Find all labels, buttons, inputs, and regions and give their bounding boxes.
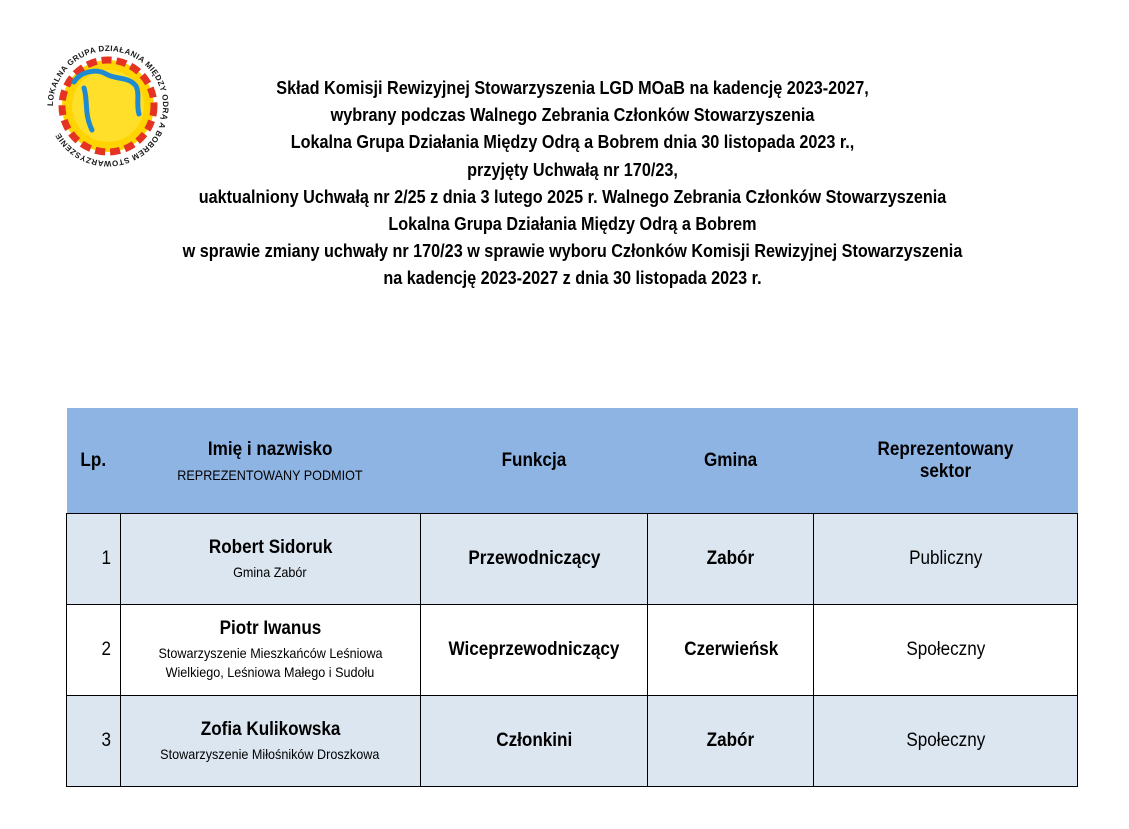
cell-function: Wiceprzewodniczący xyxy=(420,605,648,696)
cell-sector: Publiczny xyxy=(814,514,1078,605)
member-entity: Stowarzyszenie Miłośników Droszkowa xyxy=(160,745,380,762)
cell-member xyxy=(120,696,420,787)
member-name: Piotr Iwanus xyxy=(219,618,322,639)
table-row xyxy=(67,605,1078,696)
heading-line: na kadencję 2023-2027 z dnia 30 listopada 2023 r. xyxy=(383,268,762,289)
heading-line: Lokalna Grupa Działania Między Odrą a Bobrem dnia 30 listopada 2023 r., xyxy=(290,132,855,153)
header-function: Funkcja xyxy=(420,408,648,514)
header-name-sub: REPREZENTOWANY PODMIOT xyxy=(177,466,363,483)
member-entity: Gmina Zabór xyxy=(233,563,307,580)
table-header-row xyxy=(67,408,1078,514)
table-row xyxy=(67,514,1078,605)
header-gmina: Gmina xyxy=(648,408,814,514)
cell-sector: Społeczny xyxy=(814,696,1078,787)
cell-lp: 2 xyxy=(67,605,121,696)
heading-line: wybrany podczas Walnego Zebrania Członków Stowarzyszenia xyxy=(330,105,815,126)
header-name: Imię i nazwisko REPREZENTOWANY PODMIOT xyxy=(120,408,420,514)
member-name: Zofia Kulikowska xyxy=(200,718,341,740)
cell-member xyxy=(120,514,420,605)
member-name: Robert Sidoruk xyxy=(208,536,332,558)
cell-gmina: Zabór xyxy=(648,514,814,605)
committee-table xyxy=(66,408,1078,787)
cell-member xyxy=(120,605,420,696)
heading-line: Lokalna Grupa Działania Między Odrą a Bobrem xyxy=(388,214,757,235)
heading-line: przyjęty Uchwałą nr 170/23, xyxy=(467,159,678,180)
table-row xyxy=(67,696,1078,787)
logo-ring-text: LOKALNA GRUPA DZIAŁANIA MIĘDZY ODRĄ A BOBREM STOWARZYSZENIE xyxy=(45,43,171,169)
cell-gmina: Zabór xyxy=(648,696,814,787)
header-lp: Lp. xyxy=(67,408,121,514)
cell-sector: Społeczny xyxy=(814,605,1078,696)
cell-lp: 1 xyxy=(67,514,121,605)
heading-line: w sprawie zmiany uchwały nr 170/23 w sprawie wyboru Członków Komisji Rewizyjnej Stowarzyszenia xyxy=(182,241,963,262)
member-entity-line2: Wielkiego, Leśniowa Małego i Sudołu xyxy=(165,664,375,680)
cell-lp: 3 xyxy=(67,696,121,787)
cell-gmina: Czerwieńsk xyxy=(648,605,814,696)
heading-line: uaktualniony Uchwałą nr 2/25 z dnia 3 lutego 2025 r. Walnego Zebrania Członków Stowarzyszenia xyxy=(198,186,947,207)
header-sector: Reprezentowany sektor xyxy=(814,408,1078,514)
cell-function: Przewodniczący xyxy=(420,514,648,605)
member-entity: Stowarzyszenie Mieszkańców Leśniowa xyxy=(158,645,383,661)
document-heading xyxy=(93,75,1052,293)
cell-function: Członkini xyxy=(420,696,648,787)
heading-line: Skład Komisji Rewizyjnej Stowarzyszenia LGD MOaB na kadencję 2023-2027, xyxy=(276,78,869,98)
